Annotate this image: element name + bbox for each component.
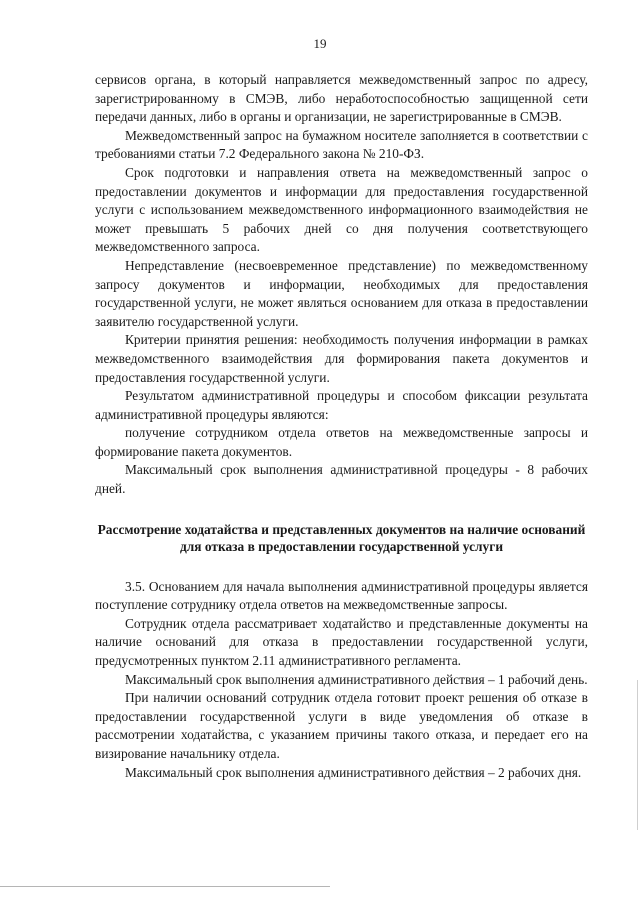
paragraph: Срок подготовки и направления ответа на межведомственный запрос о предоставлении документов и информации для предоставления государственной услуги с использованием межведомственного информационного взаимодействия не может превышать 5 рабочих дней со дня получения соответствующего межведомственного запроса.: [95, 164, 588, 255]
scan-artifact-line: [0, 886, 330, 887]
paragraph: 3.5. Основанием для начала выполнения административной процедуры является поступление сотруднику отдела ответов на межведомственные запросы.: [95, 578, 588, 613]
paragraph: Максимальный срок выполнения административной процедуры - 8 рабочих дней.: [95, 462, 588, 497]
paragraph: Межведомственный запрос на бумажном носителе заполняется в соответствии с требованиями статьи 7.2 Федерального закона № 210-ФЗ.: [95, 127, 588, 162]
paragraph: сервисов органа, в который направляется межведомственный запрос по адресу, зарегистрированному в СМЭВ, либо неработоспособностью защищенной сети передачи данных, либо в органы и организации, не зарегистрированные в СМЭВ.: [95, 72, 588, 125]
section-heading: Рассмотрение ходатайства и представленных документов на наличие оснований для отказа в предоставлении государственной услуги: [97, 521, 586, 554]
paragraph: Критерии принятия решения: необходимость получения информации в рамках межведомственного взаимодействия для формирования пакета документов и предоставления государственной услуги.: [95, 332, 588, 385]
paragraph: Сотрудник отдела рассматривает ходатайство и представленные документы на наличие оснований для отказа в предоставлении государственной услуги, предусмотренных пунктом 2.11 административного регламента.: [95, 615, 588, 669]
scan-artifact-edge: [637, 680, 638, 830]
page-number: 19: [313, 36, 327, 51]
paragraph: Максимальный срок выполнения административного действия – 1 рабочий день.: [125, 671, 588, 687]
paragraph: Результатом административной процедуры и способом фиксации результата административной процедуры являются:: [95, 388, 588, 422]
paragraph: Непредставление (несвоевременное представление) по межведомственному запросу документов и информации, необходимых для предоставления государственной услуги, не может являться основанием для отказа в предоставлении заявителю государственной услуги.: [95, 257, 588, 329]
paragraph: Максимальный срок выполнения административного действия – 2 рабочих дня.: [125, 764, 582, 780]
document-body: [95, 71, 588, 782]
paragraph: получение сотрудником отдела ответов на межведомственные запросы и формирование пакета документов.: [95, 425, 588, 459]
paragraph: При наличии оснований сотрудник отдела готовит проект решения об отказе в предоставлении государственной услуги в виде уведомления об отказе в рассмотрении ходатайства, с указанием причины такого отказа, и передает его на визирование начальнику отдела.: [95, 690, 588, 761]
